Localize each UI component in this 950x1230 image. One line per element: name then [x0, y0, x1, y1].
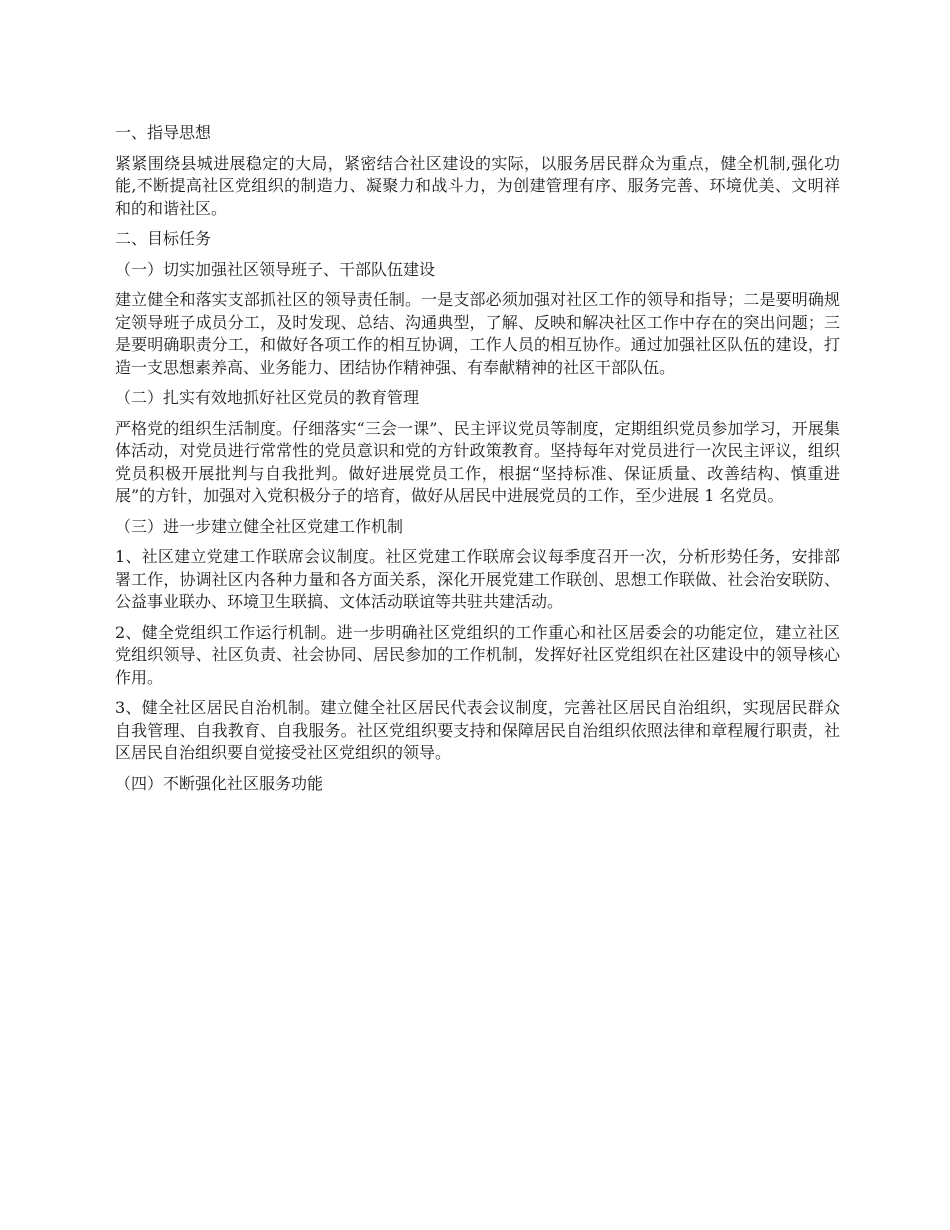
section-heading-goals: 二、目标任务	[115, 229, 212, 248]
subheading-service-function: （四）不断强化社区服务功能	[115, 773, 324, 793]
subheading-party-education: （二）扎实有效地抓好社区党员的教育管理	[115, 388, 420, 407]
paragraph-leadership: 建立健全和落实支部抓社区的领导责任制。一是支部必须加强对社区工作的领导和指导；二是要明确规定领导班子成员分工，及时发现、总结、沟通典型，了解、反映和解决社区工作中存在的突出问题；三是要明确职责分工，和做好各项工作的相互协调，工作人员的相互协作。通过加强社区队伍的建设，打造一支思想素养高、业务能力、团结协作精神强、有奉献精神的社区干部队伍。	[115, 290, 840, 377]
section-heading-guiding-thought: 一、指导思想	[115, 123, 212, 142]
subheading-mechanism: （三）进一步建立健全社区党建工作机制	[115, 516, 404, 536]
paragraph-mechanism-3: 3、健全社区居民自治机制。建立健全社区居民代表会议制度，完善社区居民自治组织，实现居民群众自我管理、自我教育、自我服务。社区党组织要支持和保障居民自治组织依照法律和章程履行职责，社区居民自治组织要自觉接受社区党组织的领导。	[115, 698, 840, 762]
paragraph-guiding-thought: 紧紧围绕县城进展稳定的大局，紧密结合社区建设的实际，以服务居民群众为重点，健全机制,强化功能,不断提高社区党组织的制造力、凝聚力和战斗力，为创建管理有序、服务完善、环境优美、文明祥和的和谐社区。	[115, 153, 840, 218]
paragraph-mechanism-2: 2、健全党组织工作运行机制。进一步明确社区党组织的工作重心和社区居委会的功能定位，建立社区党组织领导、社区负责、社会协同、居民参加的工作机制，发挥好社区党组织在社区建设中的领导核心作用。	[115, 622, 840, 687]
subheading-leadership: （一）切实加强社区领导班子、干部队伍建设	[115, 259, 436, 279]
paragraph-mechanism-1: 1、社区建立党建工作联席会议制度。社区党建工作联席会议每季度召开一次，分析形势任务，安排部署工作，协调社区内各种力量和各方面关系，深化开展党建工作联创、思想工作联做、社会治安联防、公益事业联办、环境卫生联搞、文体活动联谊等共驻共建活动。	[115, 547, 840, 611]
paragraph-party-education: 严格党的组织生活制度。仔细落实“三会一课”、民主评议党员等制度，定期组织党员参加学习，开展集体活动，对党员进行常常性的党员意识和党的方针政策教育。坚持每年对党员进行一次民主评议，组织党员积极开展批判与自我批判。做好进展党员工作，根据“坚持标准、保证质量、改善结构、慎重进展”的方针，加强对入党积极分子的培育，做好从居民中进展党员的工作，至少进展 1 名党员。	[115, 418, 840, 505]
document-page	[115, 122, 840, 803]
